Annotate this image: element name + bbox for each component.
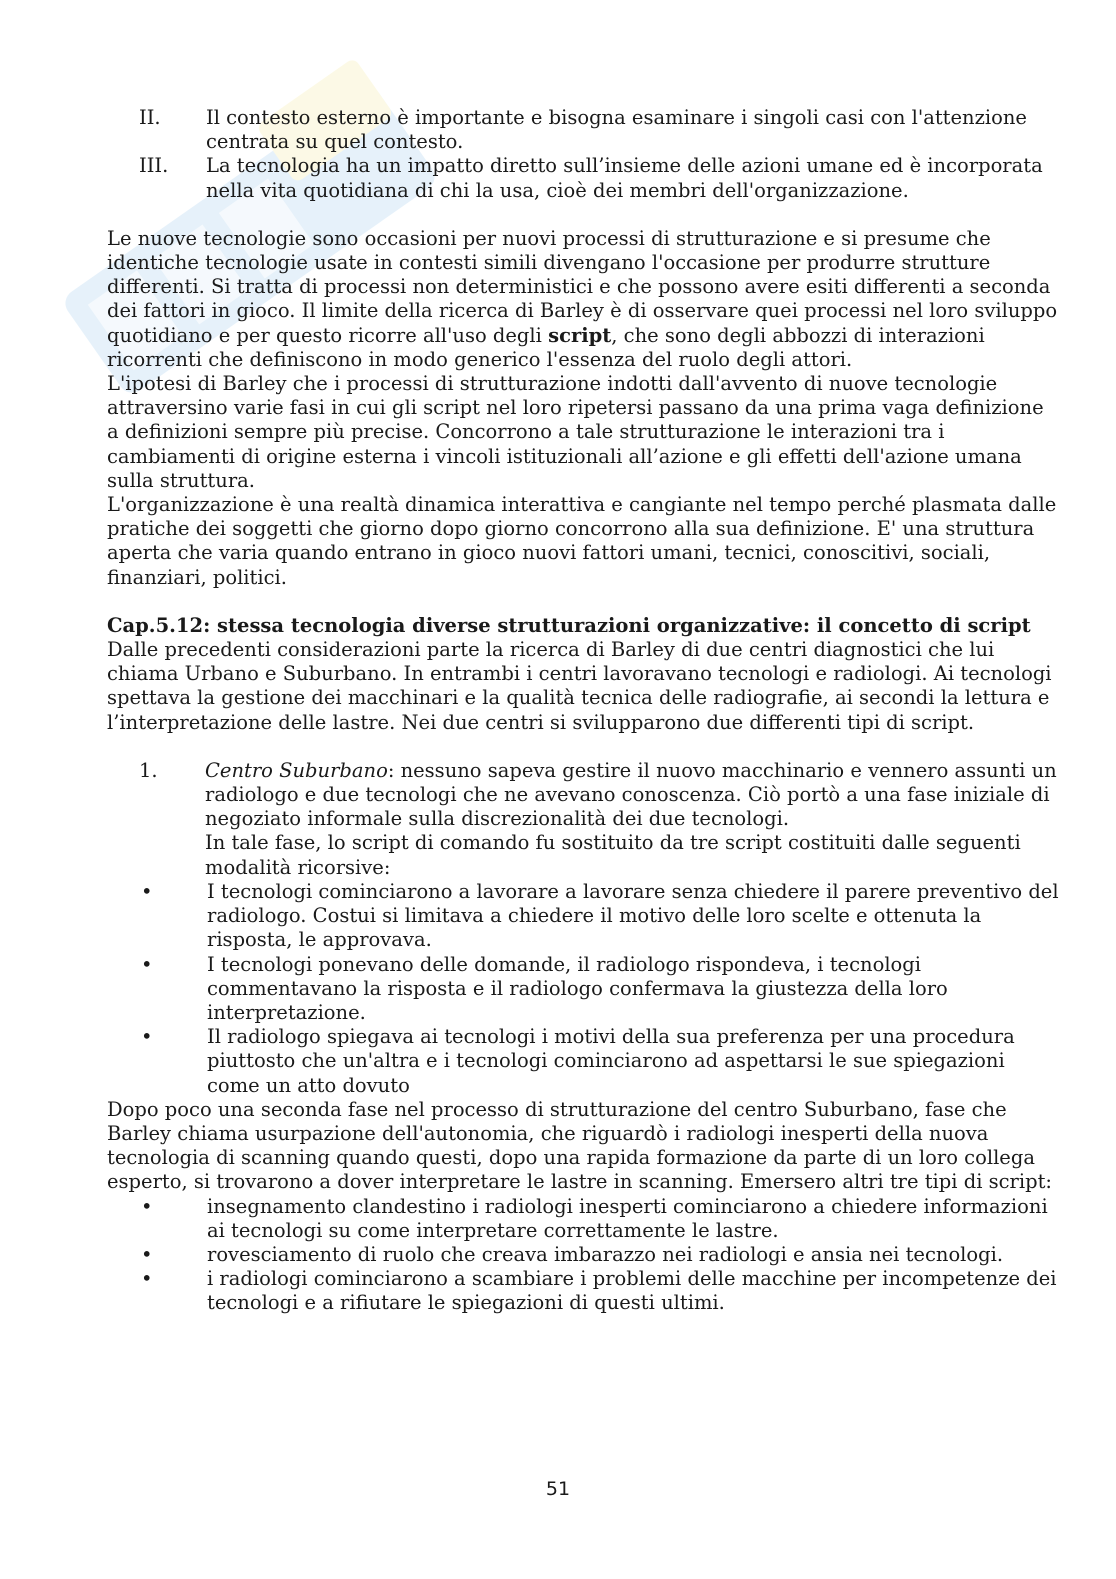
- page-number: 51: [545, 1478, 571, 1500]
- section-heading: Cap.5.12: stessa tecnologia diverse strutturazioni organizzative: il concetto di script: [107, 613, 1031, 637]
- list-text: La tecnologia ha un impatto diretto sull’insieme delle azioni umane ed è incorporata nella vita quotidiana di chi la usa, cioè dei membri dell'organizzazione.: [206, 154, 1043, 202]
- bullet-icon: •: [141, 1194, 153, 1218]
- list-number: 1.: [139, 758, 158, 782]
- bullet-item: [107, 1243, 1059, 1267]
- bullet-item: [107, 1025, 1059, 1098]
- list-number: II.: [139, 106, 161, 129]
- paragraph-text: Le nuove tecnologie sono occasioni per nuovi processi di strutturazione e si presume che identiche tecnologie usate in contesti simili divengano l'occasione per produrre strutture differenti. Si tratta di processi non deterministici e che possono avere esiti differenti a seconda dei fattori in gioco. Il limite della ricerca di Barley è di osservare quei processi nel loro sviluppo quotidiano e per questo ricorre all'uso degli: [107, 226, 1058, 347]
- bullet-text: I tecnologi ponevano delle domande, il radiologo rispondeva, i tecnologi commentavano la risposta e il radiologo confermava la giustezza della loro interpretazione.: [207, 952, 948, 1024]
- bullet-icon: •: [141, 879, 153, 903]
- bullet-item: [107, 1267, 1059, 1315]
- document-body: [107, 106, 1059, 1316]
- paragraph-text: , che sono degli abbozzi di interazioni ricorrenti che definiscono in modo generico l'essenza del ruolo degli attori.: [107, 323, 985, 371]
- list-text: Centro Suburbano: nessuno sapeva gestire il nuovo macchinario e vennero assunti un radiologo e due tecnologi che ne avevano conoscenza. Ciò portò a una fase iniziale di negoziato informale sulla discrezionalità dei due tecnologi. In tale fase, lo script di comando fu sostituito da tre script costituiti dalle seguenti modalità ricorsive:: [205, 758, 1057, 879]
- bullet-icon: •: [141, 1025, 153, 1049]
- paragraph: L'organizzazione è una realtà dinamica interattiva e cangiante nel tempo perché plasmata dalle pratiche dei soggetti che giorno dopo giorno concorrono alla sua definizione. E' una struttura aperta che varia quando entrano in gioco nuovi fattori umani, tecnici, conoscitivi, sociali, finanziari, politici.: [107, 493, 1057, 589]
- paragraph: Dopo poco una seconda fase nel processo di strutturazione del centro Suburbano, fase che Barley chiama usurpazione dell'autonomia, che riguardò i radiologi inesperti della nuova tecnologia di scanning quando questi, dopo una rapida formazione da parte di un loro collega esperto, si trovarono a dover interpretare le lastre in scanning. Emersero altri tre tipi di script:: [107, 1097, 1052, 1194]
- bullet-text: i radiologi cominciarono a scambiare i problemi delle macchine per incompetenze dei tecnologi e a rifiutare le spiegazioni di questi ultimi.: [207, 1267, 1057, 1315]
- list-text: Il contesto esterno è importante e bisogna esaminare i singoli casi con l'attenzione centrata su quel contesto.: [206, 106, 1027, 154]
- numbered-item: [107, 759, 1059, 880]
- bold-term: script: [548, 323, 612, 347]
- italic-term: Centro Suburbano: [205, 758, 388, 782]
- list-item: [107, 154, 1059, 202]
- paragraph: Dalle precedenti considerazioni parte la ricerca di Barley di due centri diagnostici che lui chiama Urbano e Suburbano. In entrambi i centri lavoravano tecnologi e radiologi. Ai tecnologi spettava la gestione dei macchinari e la qualità tecnica delle radiografie, ai secondi la lettura e l’interpretazione delle lastre. Nei due centri si svilupparono due differenti tipi di script.: [107, 638, 1052, 734]
- bullet-item: [107, 880, 1059, 953]
- bullet-item: [107, 953, 1059, 1026]
- bullet-text: insegnamento clandestino i radiologi inesperti cominciarono a chiedere informazioni ai tecnologi su come interpretare correttamente le lastre.: [207, 1194, 1048, 1242]
- bullet-text: rovesciamento di ruolo che creava imbarazzo nei radiologi e ansia nei tecnologi.: [207, 1242, 1004, 1266]
- bullet-icon: •: [141, 1267, 153, 1291]
- bullet-text: Il radiologo spiegava ai tecnologi i motivi della sua preferenza per una procedura piuttosto che un'altra e i tecnologi cominciarono ad aspettarsi le sue spiegazioni come un atto dovuto: [207, 1025, 1015, 1097]
- list-number: III.: [139, 154, 169, 178]
- paragraph: L'ipotesi di Barley che i processi di strutturazione indotti dall'avvento di nuove tecnologie attraversino varie fasi in cui gli script nel loro ripetersi passano da una prima vaga definizione a definizioni sempre più precise. Concorrono a tale strutturazione le interazioni tra i cambiamenti di origine esterna i vincoli istituzionali all’azione e gli effetti dell'azione umana sulla struttura.: [107, 372, 1044, 492]
- bullet-item: [107, 1195, 1059, 1243]
- bullet-text: I tecnologi cominciarono a lavorare a lavorare senza chiedere il parere preventivo del radiologo. Costui si limitava a chiedere il motivo delle loro scelte e ottenuta la risposta, le approvava.: [207, 879, 1059, 952]
- bullet-icon: •: [141, 952, 153, 976]
- list-item: [107, 106, 1059, 154]
- paragraph: [107, 227, 1059, 372]
- bullet-icon: •: [141, 1242, 153, 1266]
